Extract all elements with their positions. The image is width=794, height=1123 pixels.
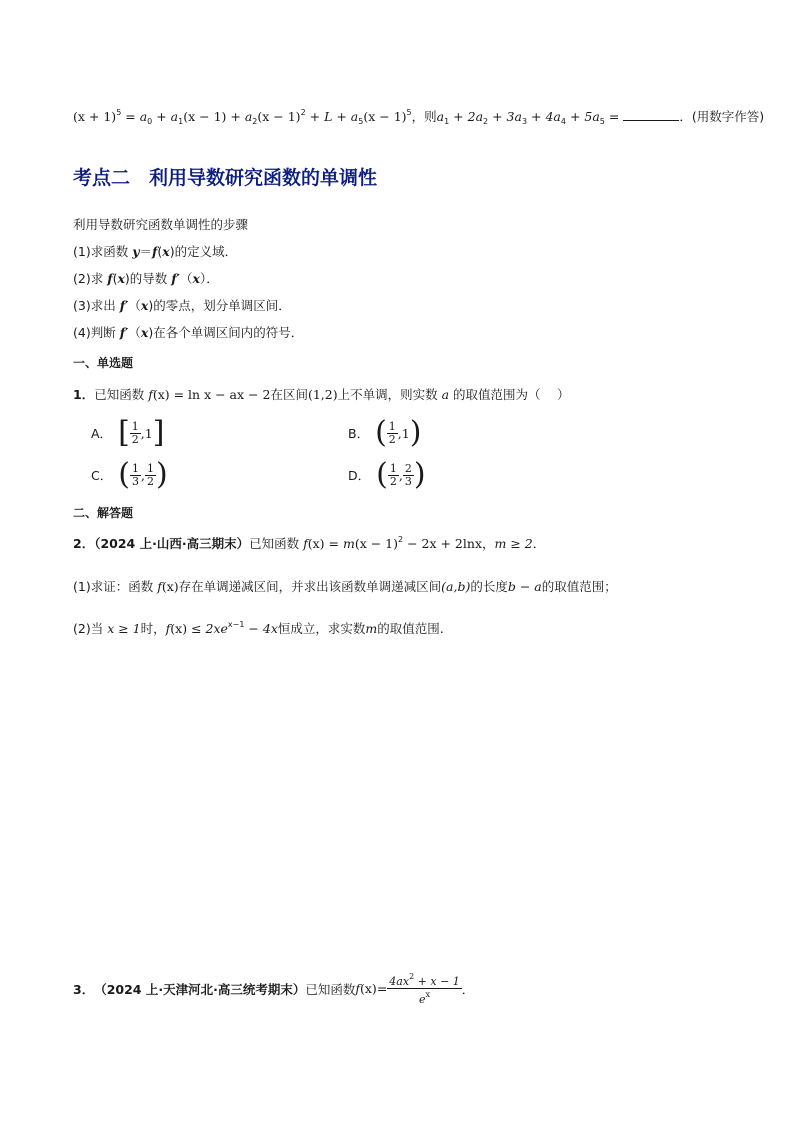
answer-blank[interactable] (623, 110, 679, 121)
p0-t0-sub: 0 (147, 117, 153, 126)
p0-sum-a: a (436, 109, 445, 124)
p0-sum-d: + 4a (527, 109, 561, 124)
q3-number: 3． (73, 981, 95, 997)
p0-t2-paren: (x − 1) (257, 109, 301, 124)
p0-ellipsis: + L + a (305, 109, 359, 124)
option-a[interactable]: A． [ $\frac{1}{2}$ ,1 ] (91, 415, 165, 450)
p0-sum-c: + 3a (488, 109, 522, 124)
p0-t5-sub: 5 (358, 117, 364, 126)
p0-sum-c-sub: 3 (521, 117, 528, 126)
p0-sum-b-sub: 2 (483, 117, 489, 126)
section-heading: 考点二 利用导数研究函数的单调性 (73, 167, 378, 189)
question-1: 1．已知函数 f(x) = ln x − ax − 2在区间(1,2)上不单调，则实数 a 的取值范围为（ ） (73, 387, 570, 402)
p0-t5-exp: 5 (406, 108, 412, 117)
option-c[interactable]: C． ( $\frac{1}{3}$ , $\frac{1}{2}$ ) (91, 457, 168, 492)
p0-sum-b: + 2a (449, 109, 484, 124)
question-2-part-2: (2)当 x ≥ 1时，$f(x) \le 2xe^{x-1} - 4x$恒成立，求实数m的取值范围. (73, 620, 444, 636)
option-d[interactable]: D． ( $\frac{1}{2}$ , $\frac{2}{3}$ ) (348, 457, 426, 492)
question-2: 2．（2024 上·山西·高三期末）已知函数 $f(x) = m(x - 1)^2 - 2x + 2\ln x$，m ≥ 2． (73, 535, 546, 551)
p0-t2: + a (226, 109, 253, 124)
q3-fraction: $\frac{4ax^2 + x - 1}{e^x}$ (389, 972, 460, 1006)
p0-eq: = a (121, 109, 148, 124)
p0-sum-e-sub: 5 (599, 117, 605, 126)
p0-lhs-exp: 5 (116, 108, 122, 117)
p0-then: ，则 (411, 109, 437, 124)
p0-t2-sub: 2 (252, 117, 258, 126)
q1-number: 1． (73, 387, 95, 402)
p0-lhs: (x + 1) (73, 109, 117, 124)
p0-tail: ．(用数字作答) (679, 109, 765, 124)
p0-t5-paren: (x − 1) (363, 109, 407, 124)
question-3: 3． （2024 上·天津河北·高三统考期末） 已知函数 f (x) = $\frac{4ax^2 + x - 1}{e^x}$ ． (73, 972, 475, 1006)
q3-source: （2024 上·天津河北·高三统考期末） (94, 981, 306, 997)
step-4: (4)判断 f′（x)在各个单调区间内的符号． (73, 325, 304, 340)
p0-sum-eq: = (604, 109, 624, 124)
p0-t1: + a (152, 109, 179, 124)
problem-0-line (73, 107, 764, 126)
step-2: (2)求 f(x)的导数 f′（x）． (73, 271, 219, 286)
step-1: (1)求函数 y＝f(x)的定义域． (73, 244, 238, 259)
option-b[interactable]: B． ( $\frac{1}{2}$ ,1 ) (348, 415, 422, 450)
p0-t1-paren: (x − 1) (183, 109, 227, 124)
q2-source: （2024 上·山西·高三期末） (94, 536, 250, 551)
steps-intro: 利用导数研究函数单调性的步骤 (73, 217, 249, 232)
p0-t1-sub: 1 (178, 117, 184, 126)
section-single-choice: 一、单选题 (73, 356, 134, 370)
section-answer: 二、解答题 (73, 506, 134, 520)
step-3: (3)求出 f′（x)的零点，划分单调区间． (73, 298, 291, 313)
question-2-part-1: (1)求证：函数 f(x)存在单调递减区间，并求出该函数单调递减区间(a,b)的长度b − a的取值范围； (73, 579, 617, 594)
p0-sum-a-sub: 1 (444, 117, 450, 126)
p0-t2-exp: 2 (300, 108, 306, 117)
q2-number: 2． (73, 536, 95, 551)
p0-sum-e: + 5a (565, 109, 600, 124)
p0-sum-d-sub: 4 (560, 117, 566, 126)
